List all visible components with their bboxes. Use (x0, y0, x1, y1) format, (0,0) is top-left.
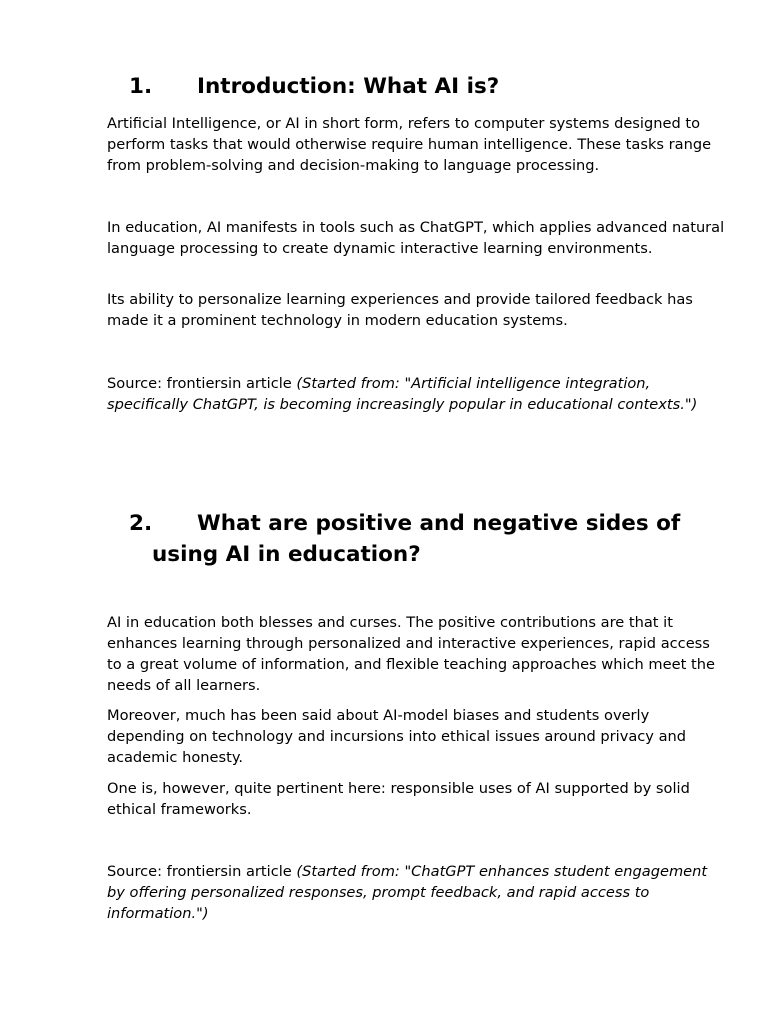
section-2-title-line-2: using AI in education? (152, 542, 421, 567)
section-2-title-line-1: What are positive and negative sides of (197, 511, 681, 536)
section-2-number: 2. (129, 511, 153, 536)
section-2-source (107, 861, 727, 924)
section-1-number: 1. (129, 74, 153, 99)
section-1-source (107, 373, 727, 415)
section-2-paragraph-1: AI in education both blesses and curses. The positive contributions are that it enhances learning through personalized and interactive experiences, rapid access to a great volume of information, and flexible teaching approaches which meet the needs of all learners. (107, 614, 715, 694)
section-1-paragraph-3: Its ability to personalize learning experiences and provide tailored feedback has made it a prominent technology in modern education systems. (107, 291, 693, 329)
section-2-paragraph-3: One is, however, quite pertinent here: responsible uses of AI supported by solid ethical frameworks. (107, 780, 690, 818)
section-1-title: Introduction: What AI is? (197, 74, 500, 99)
section-1-paragraph-2: In education, AI manifests in tools such as ChatGPT, which applies advanced natural language processing to create dynamic interactive learning environments. (107, 219, 725, 257)
section-1-source-quote: (Started from: "Artificial intelligence integration, specifically ChatGPT, is becoming increasingly popular in educational contexts.") (107, 375, 698, 413)
section-2-paragraph-2: Moreover, much has been said about AI-model biases and students overly depending on technology and incursions into ethical issues around privacy and academic honesty. (107, 707, 687, 766)
section-1-heading (129, 71, 499, 102)
section-2-heading (129, 508, 729, 570)
section-2-source-prefix: Source: frontiersin article (107, 863, 297, 880)
section-2-source-quote: (Started from: "ChatGPT enhances student engagement by offering personalized responses, prompt feedback, and rapid access to information.") (107, 863, 708, 922)
section-1-source-prefix: Source: frontiersin article (107, 375, 297, 392)
section-1-paragraph-1: Artificial Intelligence, or AI in short form, refers to computer systems designed to perform tasks that would otherwise require human intelligence. These tasks range from problem-solving and decision-making to language processing. (107, 115, 712, 174)
